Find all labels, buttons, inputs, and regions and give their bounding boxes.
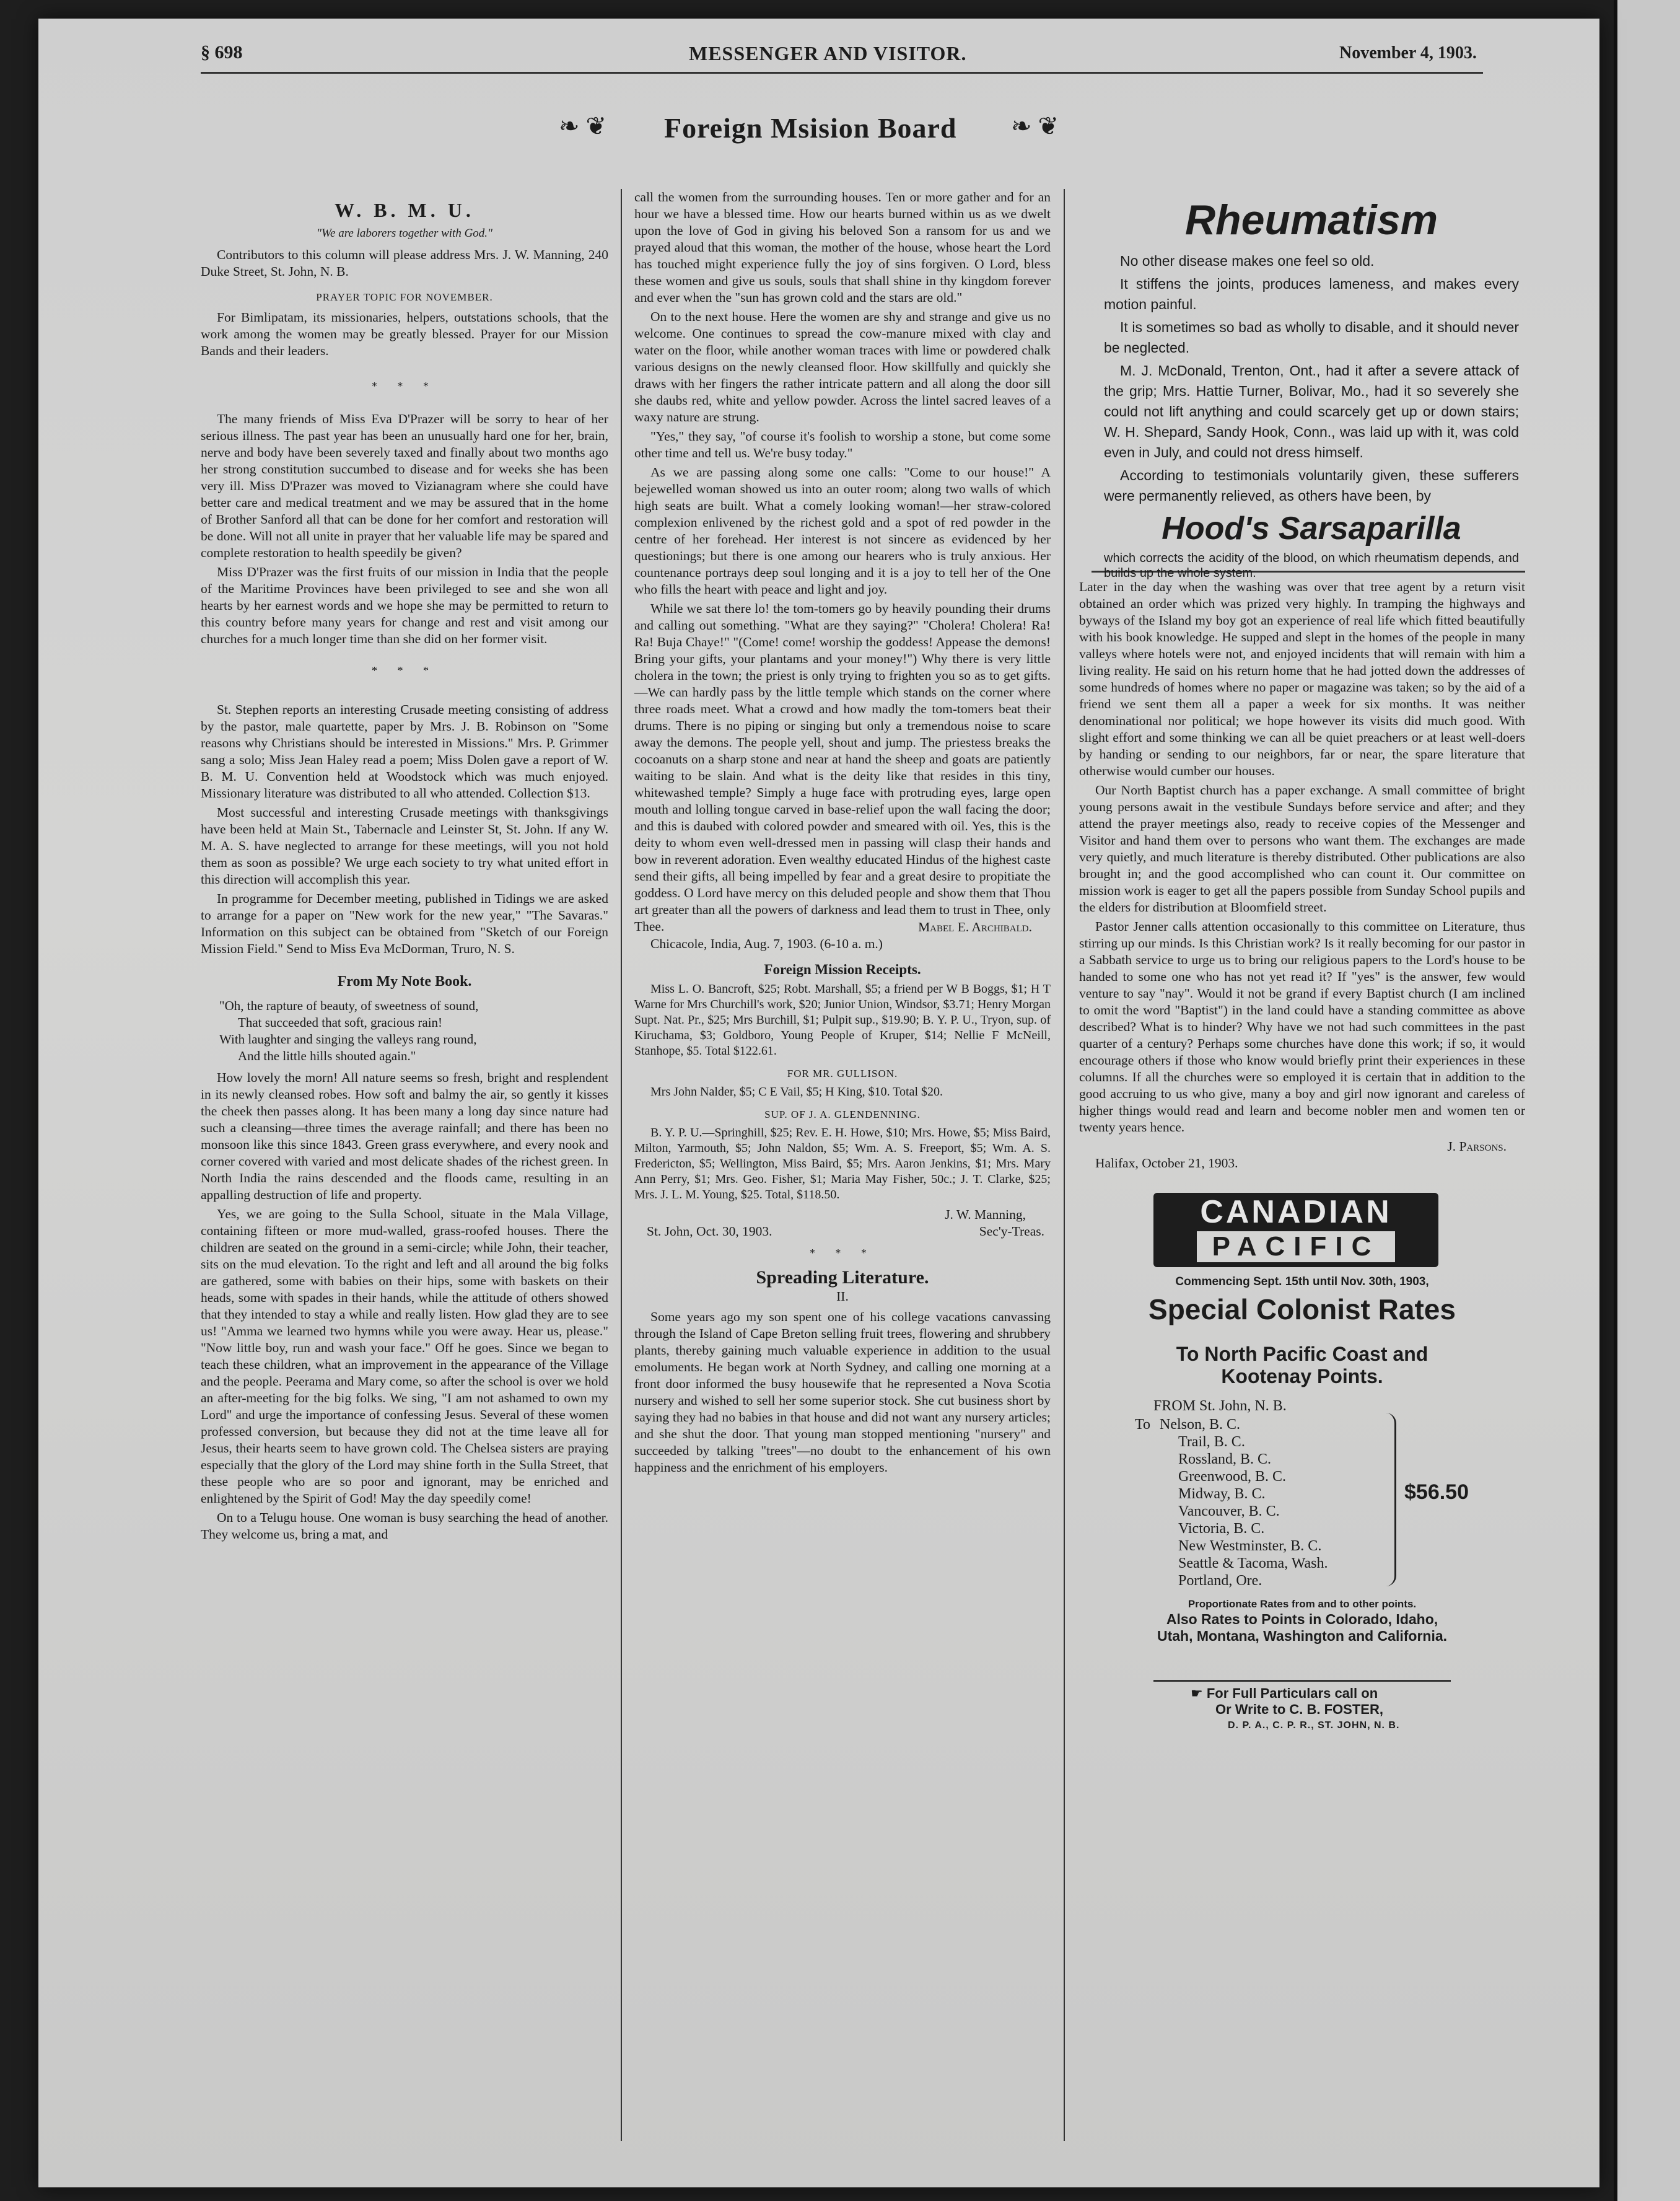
ad-line: It is sometimes so bad as wholly to disable, and it should never be neglected. xyxy=(1104,319,1519,356)
paragraph: Most successful and interesting Crusade meetings with thanksgivings have been held at Main St., Tabernacle and Leinster St, St. John. If any W. M. A. S. have neglected to arrange for these meetings, will you not hold them as soon as possible? We urge each society to try what united effort in this direction will accomplish this year. xyxy=(201,805,608,887)
signature-title: Sec'y-Treas. xyxy=(979,1224,1044,1239)
paragraph: call the women from the surrounding houses. Ten or more gather and for an hour we have a blessed time. How our hearts burned within us as we dwelt upon the love of God in giving his beloved Son a ransom for us and we prayed aloud that this woman, the mother of the house, whose heart the Lord has touched might experience fully the joy of sins forgiven. O Lord, bless these women and give us souls, souls that shall shine in thy kingdom forever and ever when the "sun has grown cold and the stars are old." xyxy=(634,190,1051,305)
masthead-date: November 4, 1903. xyxy=(1339,43,1477,63)
signature-archibald: Mabel E. Archibald. xyxy=(918,920,1032,934)
section-stars: * * * xyxy=(372,664,437,677)
section-stars: * * * xyxy=(372,380,437,392)
cp-subheadline-1: To North Pacific Coast and xyxy=(1176,1343,1428,1365)
paragraph: For Bimlipatam, its missionaries, helpers, outstations schools, that the work among the women may be greatly blessed. Prayer for our Mission Bands and their leaders. xyxy=(201,310,608,358)
cp-destination: Portland, Ore. xyxy=(1178,1573,1262,1589)
paragraph: Contributors to this column will please address Mrs. J. W. Manning, 240 Duke Street, St. John, N. B. xyxy=(201,247,608,279)
column-rule-2 xyxy=(1064,189,1065,2141)
paragraph: In programme for December meeting, published in Tidings we are asked to arrange for a paper on "New work for the new year," "The Savaras." Information on this subject can be obtained from "Sketch of our Foreign Mission Field." Send to Miss Eva McDorman, Truro, N. S. xyxy=(201,891,608,956)
poem-line: And the little hills shouted again." xyxy=(238,1048,416,1063)
cp-destination: Trail, B. C. xyxy=(1178,1434,1245,1450)
column-wbmu xyxy=(201,198,608,1545)
cp-dates: Commencing Sept. 15th until Nov. 30th, 1903, xyxy=(1175,1275,1429,1288)
ad-title: Rheumatism xyxy=(1184,196,1438,244)
glendenning-heading: SUP. OF J. A. GLENDENNING. xyxy=(764,1109,921,1120)
ad-footer: which corrects the acidity of the blood, on which rheumatism depends, and builds up the whole system. xyxy=(1104,551,1519,580)
adjacent-page-edge xyxy=(1614,0,1680,2201)
cp-destination: Seattle & Tacoma, Wash. xyxy=(1178,1555,1328,1571)
rheumatism-advertisement xyxy=(1079,189,1525,580)
cp-destination: Nelson, B. C. xyxy=(1160,1417,1241,1433)
cp-subheadline-2: Kootenay Points. xyxy=(1221,1365,1383,1387)
canadian-pacific-advertisement xyxy=(1079,1180,1525,1676)
column-three xyxy=(1079,189,1525,1734)
cp-logo-line-2: PACIFIC xyxy=(1197,1231,1395,1262)
dateline: Chicacole, India, Aug. 7, 1903. (6-10 a. m.) xyxy=(650,936,883,951)
prayer-topic-heading: PRAYER TOPIC FOR NOVEMBER. xyxy=(316,291,493,303)
cp-destination: Rossland, B. C. xyxy=(1178,1451,1272,1467)
signature-manning: J. W. Manning, xyxy=(945,1207,1026,1222)
cp-rule xyxy=(1153,1680,1451,1682)
paragraph: On to a Telugu house. One woman is busy searching the head of another. They welcome us, bring a mat, and xyxy=(201,1510,608,1542)
cp-proportionate: Proportionate Rates from and to other points. xyxy=(1188,1598,1417,1610)
ad-line: No other disease makes one feel so old. xyxy=(1120,253,1375,269)
paragraph: On to the next house. Here the women are shy and strange and give us no welcome. One continues to spread the cow-manure mixed with clay and water on the floor, while another woman traces with lime or powdered chalk various designs on the newly cleansed floor. How skillfully and quickly she draws with her fingers the rather intricate pattern and all along the door sill she daubs red, white and yellow powder. Across the lintel sacred leaves of a waxy nature are strung. xyxy=(634,309,1051,424)
paragraph: Some years ago my son spent one of his college vacations canvassing through the Island of Cape Breton selling fruit trees, flowering and shrubbery plants, thereby gaining much valuable experience in addition to the usual emoluments. He began work at North Sydney, and calling one morning at a front door informed the busy housewife that he represented a Nova Scotia nursery and wished to sell her some superior stock. She cut business short by saying they had no babies in that house and did not want any nursery articles; and she shut the door. That young man stopped mentioning "nursery" and succeeded by talking "trees"—no doubt to the enhancement of his own happiness and the enrichment of his employers. xyxy=(634,1309,1051,1475)
signature-halifax: Halifax, October 21, 1903. xyxy=(1095,1156,1238,1171)
column-rule-1 xyxy=(621,189,622,2141)
ad-product: Hood's Sarsaparilla xyxy=(1162,511,1461,547)
cp-destination: New Westminster, B. C. xyxy=(1178,1538,1322,1554)
notebook-heading: From My Note Book. xyxy=(337,973,472,990)
signature-place: St. John, Oct. 30, 1903. xyxy=(647,1224,772,1239)
cp-headline: Special Colonist Rates xyxy=(1148,1293,1456,1325)
cp-destinations xyxy=(1160,1416,1383,1589)
paragraph: Later in the day when the washing was over that tree agent by a return visit obtained an order which was prized very highly. In tramping the highways and byways of the Island my boy got an experience of real life which fitted beautifully with his book knowledge. He supped and slept in the homes of the people in many valleys where hotels were not, and enjoyed incidents that will remain with him a living reality. He said on his return home that he had jotted down the addresses of some hundreds of homes where no paper or magazine was taken; so by the aid of a friend we sent them all a paper a week for six months. It was neither denominational nor political; we hope however its visits did much good. With slight effort and some thinking we can all be quiet preachers or at least well-doers by handing or sending to our neighbors, far or near, the spare literature that otherwise would cumber our houses. xyxy=(1079,579,1525,778)
section-stars: * * * xyxy=(810,1247,875,1259)
cp-from: FROM St. John, N. B. xyxy=(1153,1398,1287,1414)
newspaper-page xyxy=(38,19,1599,2187)
ornament-left: ❧ ❦ xyxy=(559,112,607,140)
masthead-rule xyxy=(201,72,1483,74)
wbmu-title: W. B. M. U. xyxy=(335,199,475,221)
paragraph: Yes, we are going to the Sulla School, situate in the Mala Village, containing fifteen or more mud-walled, grass-roofed houses. There the children are seated on the ground in a semi-circle; while John, their teacher, sits on the mud elevation. To the right and left and all around the big folks are gathered, some with babies on their hips, some with baskets on their heads, some with spades in their hands, while the attitude of others showed that they intended to stay a while and really listen. How glad they are to see us! "Amma we learned two hymns while you were away. Hear us, please." "Now little boy, run and wash your face." Off he goes. Since we began to teach these children, what an improvement in the appearance of the Village and the people. Peerama and Mary come, so after the school is over we hold an after-meeting for the big folks. We sing, "I am not ashamed to own my Lord" and urge the importance of confessing Jesus. Several of these women professed conversion, but because they did not at the time leave all for Jesus, their hearts seem to have grown cold. The Chelsea sisters are praying especially that the glory of the Lord may shine forth in the Sulla Street, that these people who are so poor and ignorant, may be enriched and enlightened by the Spirit of God! May the day speedily come! xyxy=(201,1206,608,1506)
ad-line: It stiffens the joints, produces lameness, and makes every motion painful. xyxy=(1104,276,1519,312)
spreading-heading: Spreading Literature. xyxy=(756,1267,929,1288)
poem-line: With laughter and singing the valleys rang round, xyxy=(219,1032,477,1047)
cp-destination: Vancouver, B. C. xyxy=(1178,1503,1280,1519)
poem-line: "Oh, the rapture of beauty, of sweetness of sound, xyxy=(219,998,479,1013)
wbmu-motto: "We are laborers together with God." xyxy=(316,227,493,240)
cp-agent: D. P. A., C. P. R., ST. JOHN, N. B. xyxy=(1228,1720,1400,1731)
cp-destination: Victoria, B. C. xyxy=(1178,1521,1265,1537)
cp-to-label: To xyxy=(1135,1417,1150,1433)
paragraph: While we sat there lo! the tom-tomers go by heavily pounding their drums and calling out something. "What are they saying?" "Cholera! Cholera! Ra! Ra! Buja Chaye!" "(Come! come! worship the goddess! Appease the demons! Bring your gifts, your plantams and your money!") Why there is very little cholera in the town; the priest is only trying to frighten you so as to get gifts.—We can hardly pass by the little temple which stands on the corner where three roads meet. What a crowd and how madly the tom-tomers beat their drums. There is no piping or singing but only a tremendous noise to scare away the demons. The people yell, shout and jump. The priestess breaks the cocoanuts on a sharp stone and near at hand the sheep and goats are patiently waiting to be slain. And what is the deity like that resides in this tiny, whitewashed temple? Simply a huge face with protruding eyes, large open mouth and lolling tongue carved in base-relief upon the wall facing the door; and this is daubed with colored powder and smeared with oil. Yes, this is the deity to whom even well-dressed men in passing will clasp their hands and bow in reverent adoration. Even wealthy educated Hindus of the highest caste send their gifts, all being impelled by fear and a great desire to propitiate the goddess. O Lord have mercy on this deluded people and show them that Thou art greater than all the powers of darkness and lead them to trust in Thee, only Thee. xyxy=(634,601,1051,934)
signature-parsons: J. Parsons. xyxy=(1447,1139,1507,1154)
paragraph: As we are passing along some one calls: "Come to our house!" A bejewelled woman showed us into an outer room; along two walls of which high seats are built. What a comely looking woman!—her straw-colored complexion enlivened by the richest gold and a spot of red powder in the centre of her forehead. Her interest is not sincere as evidenced by her questionings; but there is one among our hearers who is truly anxious. Her countenance portrays deep soul longing and it is a joy to tell her of the One who fills the heart with peace and light and joy. xyxy=(634,465,1051,597)
cp-logo xyxy=(1153,1193,1438,1267)
paragraph: St. Stephen reports an interesting Crusade meeting consisting of address by the pastor, male quartette, paper by Mrs. J. B. Robinson on "Some reasons why Christians should be interested in Missions." Mrs. P. Grimmer sang a solo; Miss Jean Haley read a poem; Miss Dolen gave a report of W. B. M. U. Convention held at Woodstock which was much enjoyed. Missionary literature was distributed to all who attended. Collection $13. xyxy=(201,702,608,801)
paragraph: Miss D'Prazer was the first fruits of our mission in India that the people of the Maritime Provinces have been privileged to see and she won all hearts by her earnest words and we hope she may be permitted to return to this country before many years for change and rest and visit among our churches for a much longer time than she did on her former visit. xyxy=(201,565,608,646)
cp-call xyxy=(1191,1685,1525,1702)
paragraph: Pastor Jenner calls attention occasionally to this committee on Literature, thus stirring up our minds. Is this Christian work? Is it really becoming for our pastor in a Sabbath service to urge us to bring our religious papers to the Lord's house to be handed to some one who has not yet read it? If "yes" is the answer, few would venture to say "nay". Would it not be grand if every Baptist church (I am inclined to omit the word "Baptist") in the land could have a standing committee as above described? What is to hinder? Why have we not had such committees in the past quarter of a century? Perhaps some churches have done this work; if so, it would encourage others if those who know would briefly print their experiences in these columns. If all the churches were so employed it is certain that in addition to the good accruing to us who give, many a boy and girl now ignorant and careless of higher things would read and learn and become nobler men and women ten or twenty years hence. xyxy=(1079,919,1525,1135)
cp-destination: Midway, B. C. xyxy=(1178,1486,1266,1502)
spreading-subheading: II. xyxy=(836,1289,849,1304)
receipts-list: Miss L. O. Bancroft, $25; Robt. Marshall, $5; a friend per W B Boggs, $1; H T Warne for Mrs Churchill's work, $20; Junior Union, Windsor, $3.71; Henry Morgan Supt. Nat. Pr., $25; Mrs Burchill, $1; Pulpit sup., $19.90; B. Y. P. U., Tryon, sup. of Kiruchama, $3; Goldboro, Young People of Kruper, $14; Nellie F McNeill, Stanhope, $5. Total $122.61. xyxy=(634,982,1051,1058)
paragraph: "Yes," they say, "of course it's foolish to worship a stone, but come some other time and tell us. We're busy today." xyxy=(634,429,1051,460)
section-title: Foreign Msision Board xyxy=(664,112,957,144)
cp-logo-line-1: CANADIAN xyxy=(1200,1194,1392,1230)
cp-write: Or Write to C. B. FOSTER, xyxy=(1215,1702,1383,1717)
poem-line: That succeeded that soft, gracious rain! xyxy=(238,1015,443,1030)
ad-line: M. J. McDonald, Trenton, Ont., had it after a severe attack of the grip; Mrs. Hattie Turner, Bolivar, Mo., had it so severely she could not lift anything and could scarcely get up or down stairs; W. H. Shepard, Sandy Hook, Conn., was laid up with it, was cold even in July, and could not dress himself. xyxy=(1104,362,1519,460)
receipts-heading: Foreign Mission Receipts. xyxy=(764,962,921,977)
masthead-title: MESSENGER AND VISITOR. xyxy=(689,42,967,64)
cp-destination: Greenwood, B. C. xyxy=(1178,1469,1286,1485)
gullison-list: Mrs John Nalder, $5; C E Vail, $5; H King, $10. Total $20. xyxy=(650,1085,943,1099)
page-number: § 698 xyxy=(201,42,243,63)
paragraph: Our North Baptist church has a paper exchange. A small committee of bright young persons await in the vestibule Sundays before service and after; and they attend the prayer meetings also, ready to receive copies of the Messenger and Visitor and hand them over to persons who want them. The exchanges are made very quietly, and much literature is thereby distributed. Other publications are also brought in; and the good accomplished who can count it. Our committee on mission work is eager to get all the papers possible from Sunday School pupils and the elders for distribution at Bloomfield street. xyxy=(1079,783,1525,915)
paragraph: The many friends of Miss Eva D'Prazer will be sorry to hear of her serious illness. The past year has been an unusually hard one for her, brain, nerve and body have been severely taxed and finally about two months ago her strong constitution succumbed to disease and for weeks she has been very ill. Miss D'Prazer was moved to Vizianagram where she could have better care and medical treatment and we may be assured that in the home of Brother Sanford all that can be done for her comfort and restoration will be done. Will not all unite in prayer that her valuable life may be spared and complete restoration to health speedily be given? xyxy=(201,411,608,560)
gullison-heading: FOR MR. GULLISON. xyxy=(787,1068,898,1079)
ad-line: According to testimonials voluntarily given, these sufferers were permanently relieved, as others have been, by xyxy=(1104,467,1519,504)
cp-call-text: For Full Particulars call on xyxy=(1206,1685,1378,1701)
cp-also: Also Rates to Points in Colorado, Idaho, Utah, Montana, Washington and California. xyxy=(1157,1611,1448,1644)
ornament-right: ❧ ❦ xyxy=(1011,112,1059,140)
cp-price: $56.50 xyxy=(1404,1480,1469,1504)
cp-brace xyxy=(1386,1413,1396,1586)
pointing-hand-icon: ☛ xyxy=(1191,1685,1207,1701)
column-mission-story xyxy=(634,189,1051,1478)
paragraph: How lovely the morn! All nature seems so fresh, bright and resplendent in its newly cleansed robes. How soft and balmy the air, so gently it kisses the cheek then passes along. It has been many a long day since nature had such a cleansing—three times the average rainfall; and there has been no monsoon like this since 1843. Green grass everywhere, and every nook and corner covered with varied and most delicate shades of the richest green. In North India the rains descended and the floods came, resulting in an appalling destruction of life and property. xyxy=(201,1070,608,1202)
glendenning-list: B. Y. P. U.—Springhill, $25; Rev. E. H. Howe, $10; Mrs. Howe, $5; Miss Baird, Milton, Yarmouth, $5; John Naldon, $5; Wm. A. S. Freeport, $5; Wm. A. S. Fredericton, $5; Wellington, Miss Baird, $5; Mrs. Aaron Jenkins, $1; Mrs. Mary Ann Perry, $1; Mrs. Geo. Fisher, $1; Maria May Fisher, 50c.; J. T. Clarke, $25; Mrs. J. L. M. Young, $25. Total, $118.50. xyxy=(634,1126,1051,1202)
